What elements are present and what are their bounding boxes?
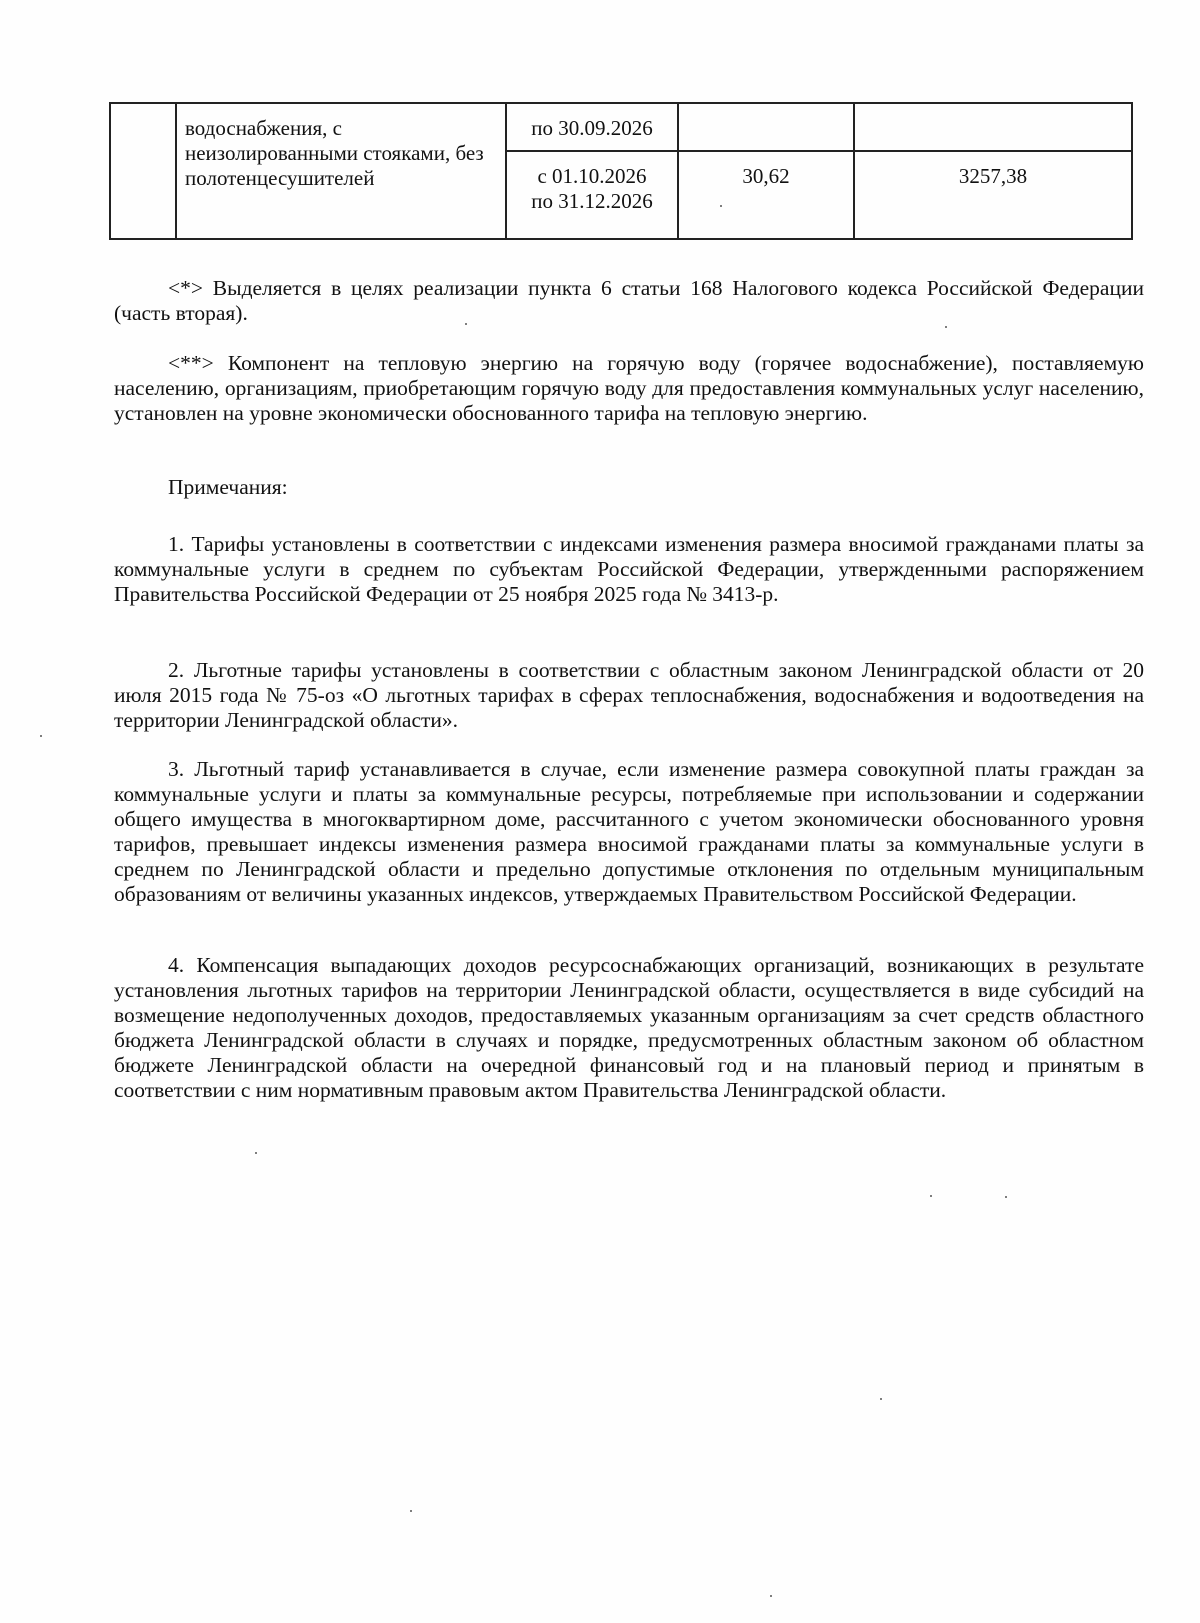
footnote-1: <*> Выделяется в целях реализации пункта 6 статьи 168 Налогового кодекса Российской Федерации (часть вторая). [114, 276, 1144, 325]
note-item-4: 4. Компенсация выпадающих доходов ресурсоснабжающих организаций, возникающих в результате установления льготных тарифов на территории Ленинградской области, осуществляется в виде субсидий на возмещение недополученных доходов, предоставляемых указанным организациям за счет средств областного бюджета Ленинградской области в случаях и порядке, предусмотренных областным законом об областном бюджете Ленинградской области на очередной финансовый год и на плановый период и принятым в соответствии с ним нормативным правовым актом Правительства Ленинградской области. [114, 953, 1144, 1102]
scan-speck [1005, 1196, 1007, 1198]
scan-speck [945, 326, 947, 328]
table-cell-name: водоснабжения, с неизолированными стояками, без полотенцесушителей [176, 103, 506, 239]
note-item-2: 2. Льготные тарифы установлены в соответствии с областным законом Ленинградской области от 20 июля 2015 года № 75-оз «О льготных тарифах в сферах теплоснабжения, водоснабжения и водоотведения на территории Ленинградской области». [114, 658, 1144, 732]
scan-speck [410, 1510, 412, 1512]
period-to: по 31.12.2026 [531, 189, 653, 213]
scan-speck [930, 1195, 932, 1197]
scan-speck [880, 1398, 882, 1400]
note-item-3: 3. Льготный тариф устанавливается в случае, если изменение размера совокупной платы граждан за коммунальные услуги и платы за коммунальные ресурсы, потребляемые при использовании и содержании общего имущества в многоквартирном доме, рассчитанного с учетом экономически обоснованного уровня тарифов, превышает индексы изменения размера вносимой гражданами платы за коммунальные услуги в среднем по Ленинградской области и предельно допустимые отклонения по отдельным муниципальным образованиям от величины указанных индексов, утверждаемых Правительством Российской Федерации. [114, 757, 1144, 906]
tariff-table [109, 102, 1133, 240]
scan-speck [770, 1595, 772, 1597]
period-from: с 01.10.2026 [537, 164, 647, 188]
table-cell-period [506, 151, 678, 239]
table-cell-value [678, 103, 854, 151]
note-item-1: 1. Тарифы установлены в соответствии с индексами изменения размера вносимой гражданами платы за коммунальные услуги в среднем по субъектам Российской Федерации, утвержденными распоряжением Правительства Российской Федерации от 25 ноября 2025 года № 3413-р. [114, 532, 1144, 606]
table-cell-value: 30,62 [678, 151, 854, 239]
footnote-2: <**> Компонент на тепловую энергию на горячую воду (горячее водоснабжение), поставляемую населению, организациям, приобретающим горячую воду для предоставления коммунальных услуг населению, установлен на уровне экономически обоснованного тарифа на тепловую энергию. [114, 351, 1144, 425]
scan-speck [465, 323, 467, 325]
scan-speck [40, 735, 42, 737]
table-cell-period: по 30.09.2026 [506, 103, 678, 151]
table-cell-number [110, 103, 176, 239]
table-cell-value [854, 103, 1132, 151]
scan-speck [720, 205, 722, 207]
table-cell-value: 3257,38 [854, 151, 1132, 239]
scan-speck [255, 1152, 257, 1154]
notes-heading: Примечания: [168, 475, 288, 499]
table-row [110, 103, 1132, 151]
